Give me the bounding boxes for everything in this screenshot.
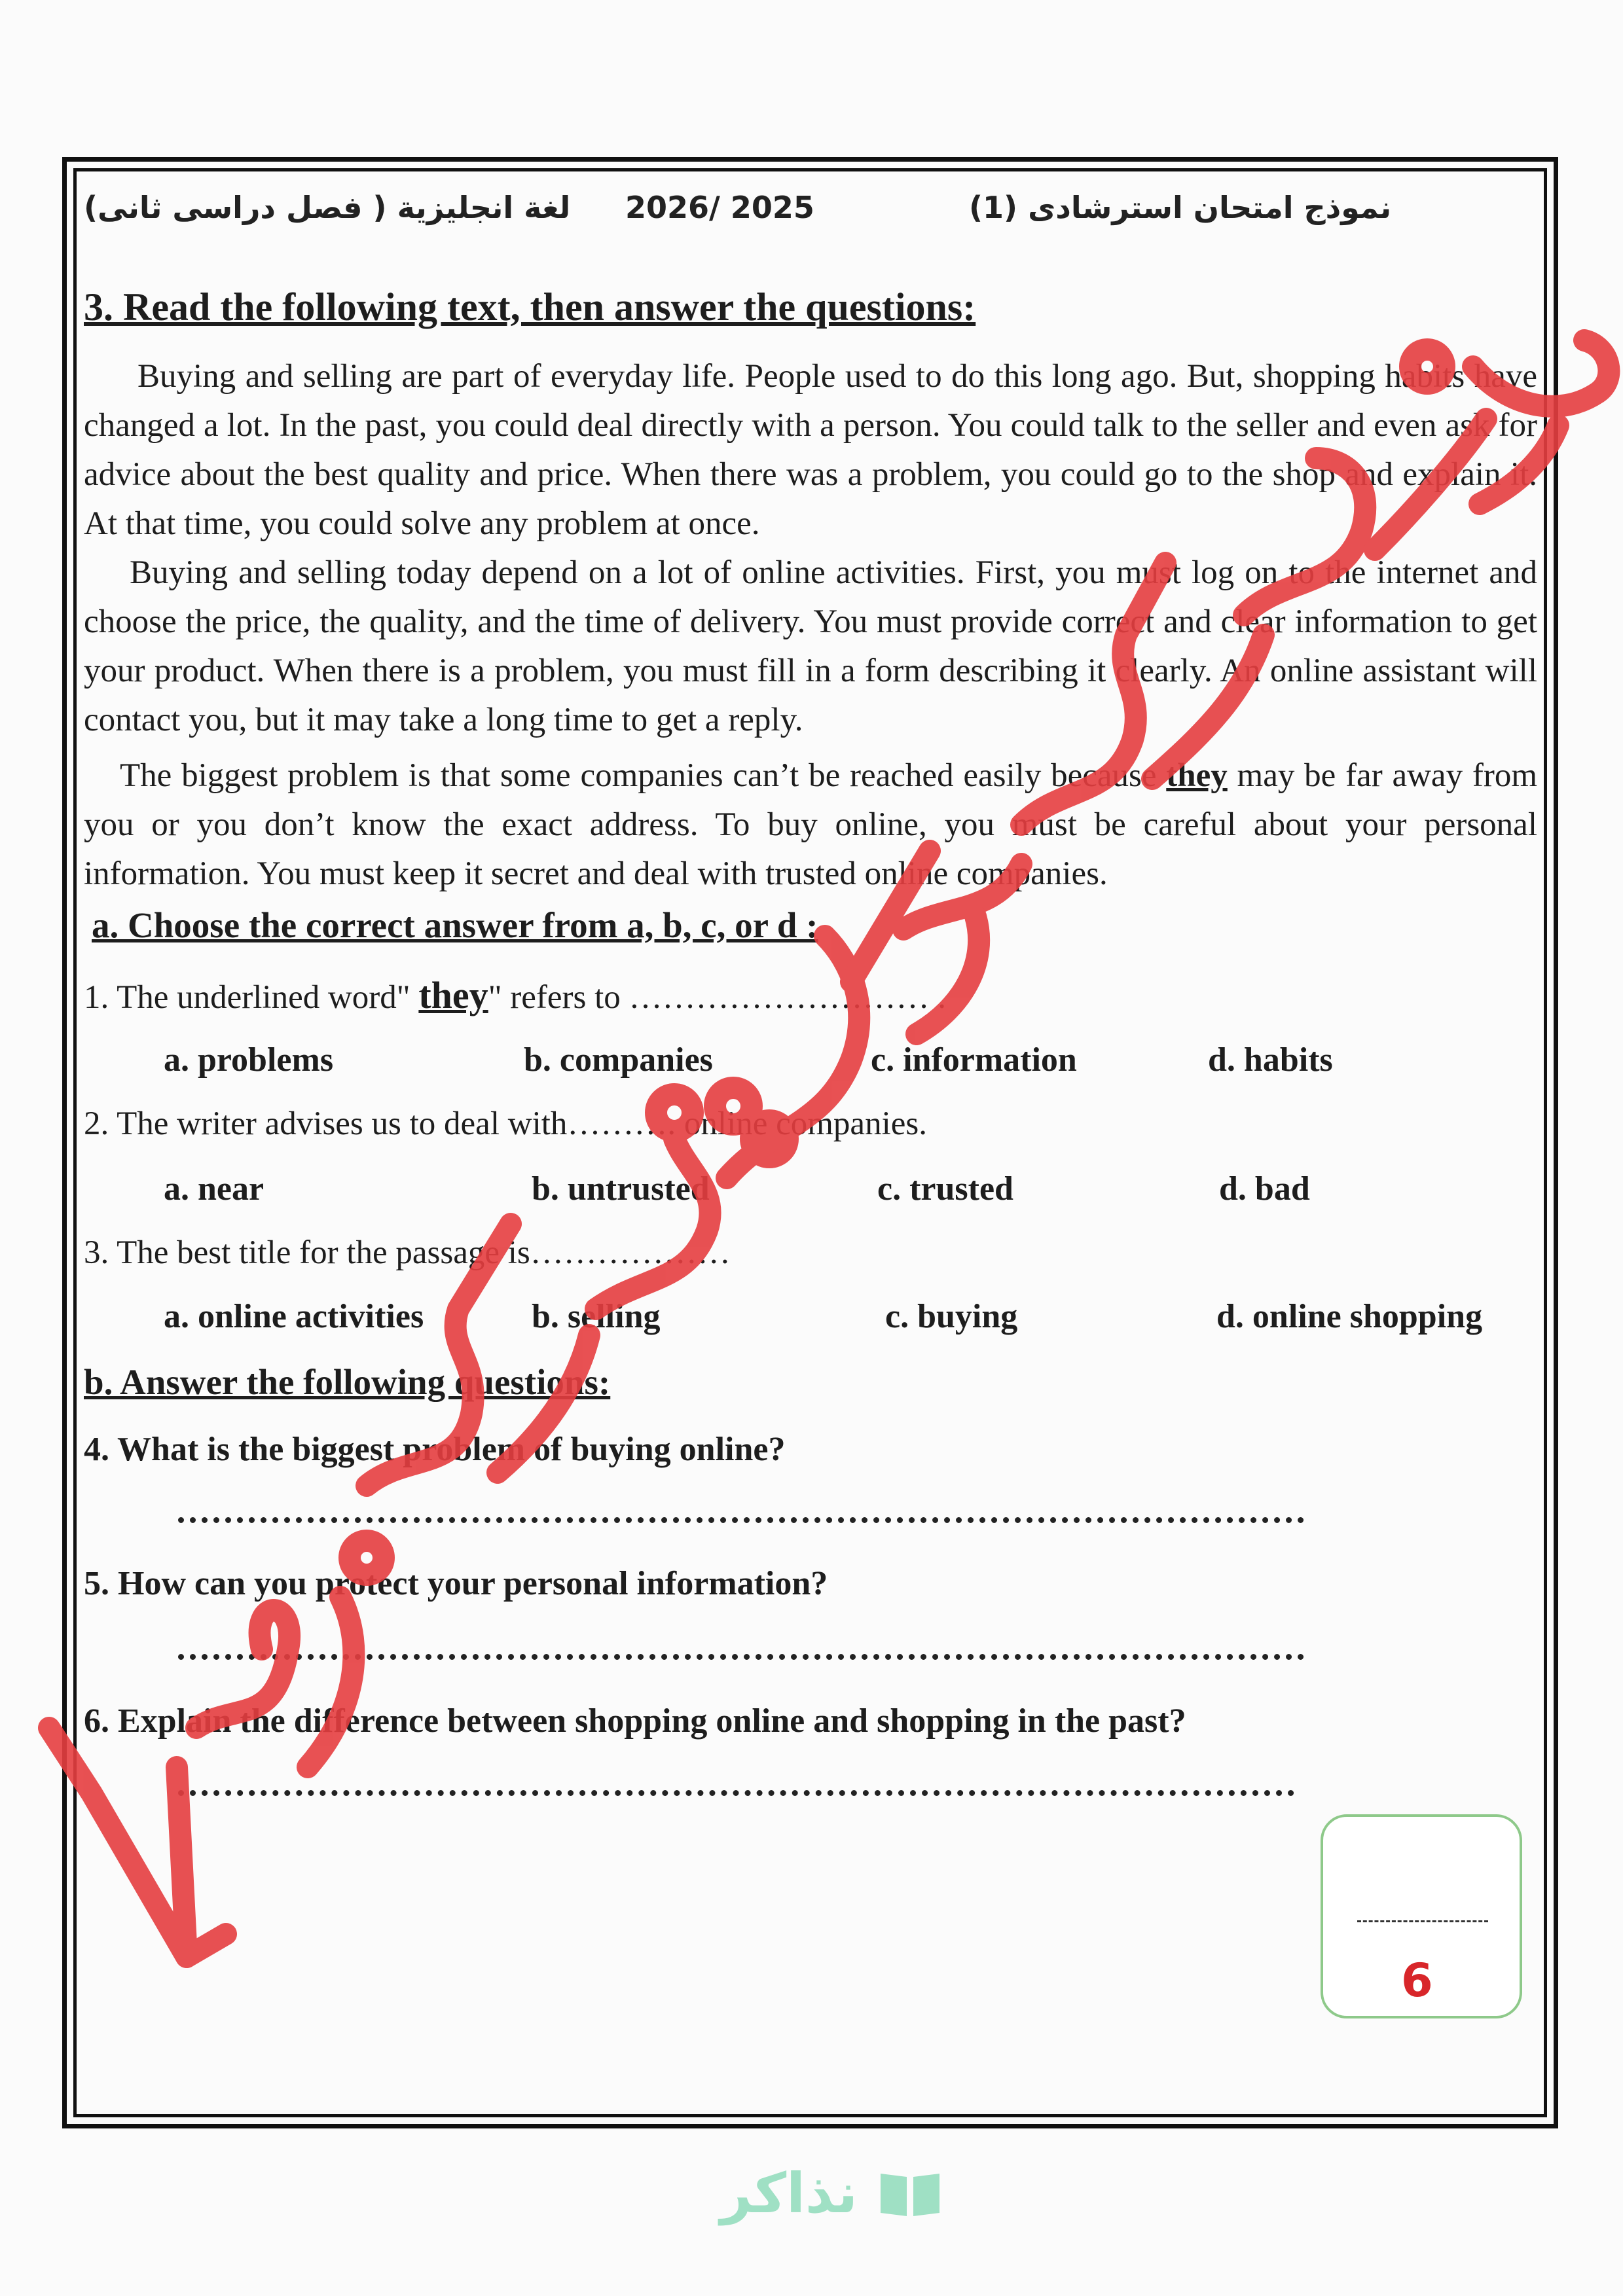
underlined-word-they: they	[418, 974, 488, 1016]
q3-option-b[interactable]: b. selling	[532, 1298, 661, 1335]
passage-text: may be far away from you or you don’t know the exact address. To buy online, you must be careful about your personal information. You must keep it secret and deal with trusted online companies.	[84, 757, 1537, 892]
question-5: 5. How can you protect your personal information?	[84, 1565, 828, 1602]
passage-text: The biggest problem is that some companies can’t be reached easily because	[120, 757, 1167, 794]
q1-option-b[interactable]: b. companies	[524, 1041, 713, 1079]
question-6: 6. Explain the difference between shopping online and shopping in the past?	[84, 1702, 1186, 1740]
question-2: 2. The writer advises us to deal with………. online companies.	[84, 1105, 927, 1142]
footer-logo	[720, 2161, 943, 2225]
question-text: " refers to ……………………… .	[488, 979, 946, 1016]
section-title: 3. Read the following text, then answer the questions:	[84, 285, 976, 329]
header-year: 2026/ 2025	[625, 190, 814, 225]
q2-option-b[interactable]: b. untrusted	[532, 1170, 710, 1208]
book-icon	[877, 2167, 943, 2219]
question-4: 4. What is the biggest problem of buying online?	[84, 1431, 786, 1468]
header-subject: لغة انجليزية ( فصل دراسى ثانى)	[84, 190, 571, 225]
q3-option-d[interactable]: d. online shopping	[1216, 1298, 1483, 1335]
passage-paragraph-2: Buying and selling today depend on a lot of online activities. First, you must log on to the internet and choose the price, the quality, and the time of delivery. You must provide correct and clear information to get your product. When there is a problem, you must fill in a form describing it clearly. An online assistant will contact you, but it may take a long time to get a reply.	[84, 554, 1537, 738]
underlined-word-they: they	[1166, 757, 1228, 794]
q2-option-c[interactable]: c. trusted	[877, 1170, 1013, 1208]
header-exam-title: نموذج امتحان استرشادى (1)	[969, 190, 1392, 225]
score-total: 6	[1401, 1954, 1433, 2007]
q2-option-d[interactable]: d. bad	[1219, 1170, 1310, 1208]
question-text: 1. The underlined word"	[84, 979, 419, 1016]
part-a-title: a. Choose the correct answer from a, b, c, or d :	[92, 905, 818, 945]
passage-paragraph-1: Buying and selling are part of everyday life. People used to do this long ago. But, shopping habits have changed a lot. In the past, you could deal directly with a person. You could talk to the seller and even ask for advice about the best quality and price. When there was a problem, you could go to the shop and explain it. At that time, you could solve any problem at once.	[84, 358, 1537, 542]
q1-option-d[interactable]: d. habits	[1208, 1041, 1333, 1079]
part-b-title: b. Answer the following questions:	[84, 1362, 611, 1402]
q3-option-a[interactable]: a. online activities	[164, 1298, 424, 1335]
question-3: 3. The best title for the passage is………………	[84, 1234, 731, 1271]
q1-option-a[interactable]: a. problems	[164, 1041, 334, 1079]
q1-option-c[interactable]: c. information	[871, 1041, 1077, 1079]
footer-brand: نذاكر	[720, 2161, 858, 2225]
q2-option-a[interactable]: a. near	[164, 1170, 264, 1208]
q3-option-c[interactable]: c. buying	[885, 1298, 1018, 1335]
